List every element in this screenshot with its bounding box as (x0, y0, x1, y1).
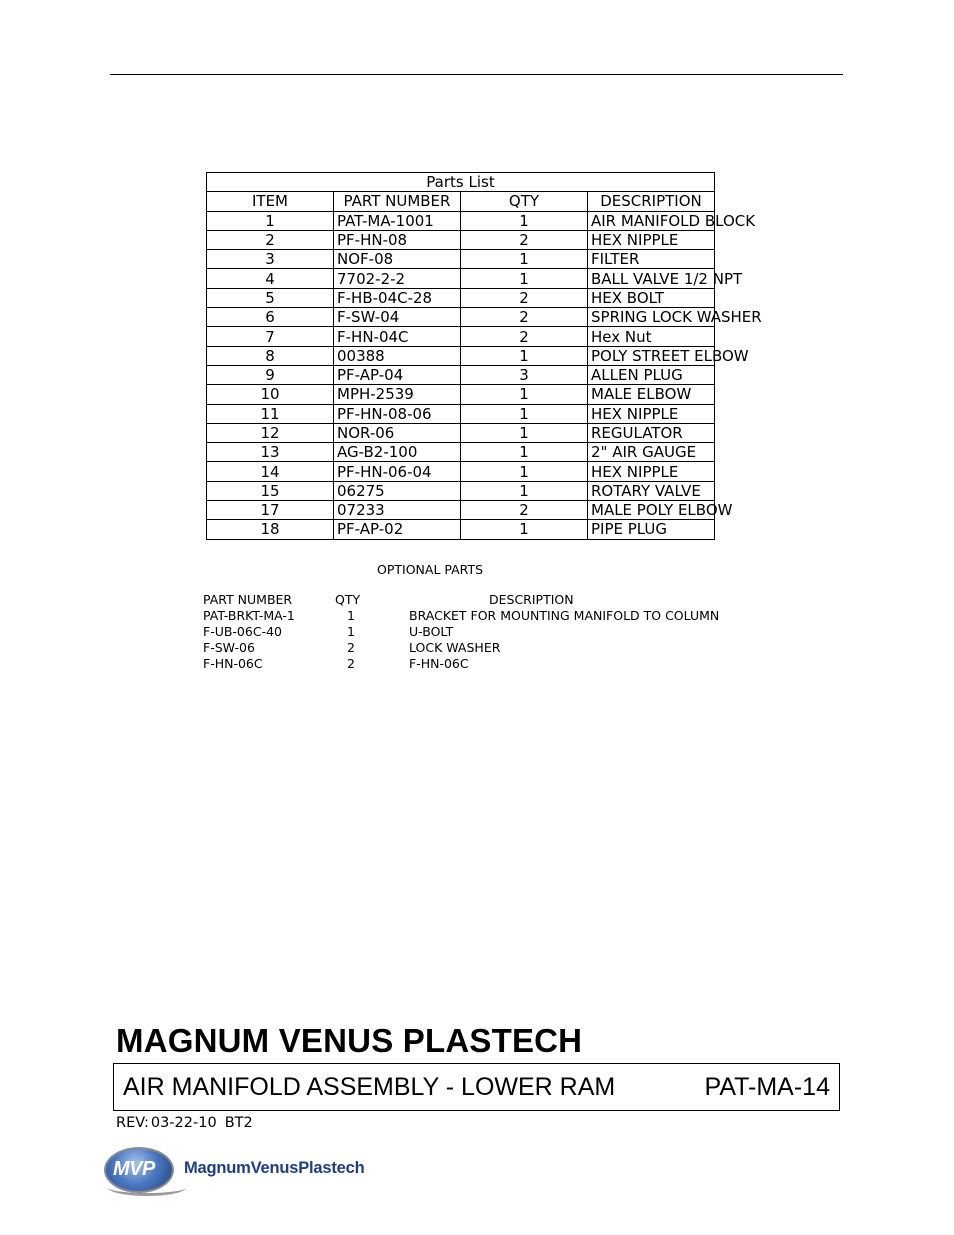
quantity-cell: 2 (461, 230, 588, 249)
quantity-cell: 1 (461, 443, 588, 462)
part-number-cell: PF-AP-02 (334, 520, 461, 539)
column-header-description: DESCRIPTION (588, 192, 715, 211)
item-number-cell: 8 (207, 346, 334, 365)
part-number-cell: AG-B2-100 (334, 443, 461, 462)
quantity-cell: 1 (461, 211, 588, 230)
description-cell: REGULATOR (588, 423, 715, 442)
logo-wordmark: MagnumVenusPlastech (184, 1159, 365, 1177)
part-number-cell: 00388 (334, 346, 461, 365)
company-name: MAGNUM VENUS PLASTECH (116, 1022, 583, 1059)
part-number-cell: NOR-06 (334, 423, 461, 442)
parts-row (207, 346, 715, 365)
part-number-cell: F-HN-04C (334, 327, 461, 346)
parts-row (207, 501, 715, 520)
parts-list-header-row (207, 192, 715, 211)
optional-qty: 1 (347, 608, 355, 623)
quantity-cell: 2 (461, 327, 588, 346)
optional-qty-header: QTY (335, 592, 361, 607)
optional-qty: 2 (347, 640, 355, 655)
optional-parts-row (203, 656, 763, 672)
quantity-cell: 1 (461, 346, 588, 365)
parts-row (207, 462, 715, 481)
part-number-cell: 06275 (334, 481, 461, 500)
optional-part-number: F-SW-06 (203, 640, 255, 655)
optional-part-number: F-UB-06C-40 (203, 624, 282, 639)
item-number-cell: 13 (207, 443, 334, 462)
optional-parts-row (203, 608, 763, 624)
part-number-cell: PF-HN-08 (334, 230, 461, 249)
parts-row (207, 327, 715, 346)
description-cell: HEX NIPPLE (588, 230, 715, 249)
part-number-cell: F-HB-04C-28 (334, 288, 461, 307)
parts-row (207, 404, 715, 423)
item-number-cell: 11 (207, 404, 334, 423)
rev-date: 03-22-10 (150, 1115, 217, 1131)
parts-row (207, 520, 715, 539)
parts-row (207, 423, 715, 442)
quantity-cell: 1 (461, 385, 588, 404)
part-number-cell: F-SW-04 (334, 308, 461, 327)
quantity-cell: 1 (461, 250, 588, 269)
optional-parts-title: OPTIONAL PARTS (377, 562, 484, 577)
optional-part-number: F-HN-06C (203, 656, 263, 671)
description-cell: HEX NIPPLE (588, 462, 715, 481)
quantity-cell: 1 (461, 520, 588, 539)
optional-parts-header-row (203, 592, 763, 608)
column-header-qty: QTY (461, 192, 588, 211)
parts-list-body (207, 211, 762, 539)
item-number-cell: 3 (207, 250, 334, 269)
title-block (113, 1063, 840, 1111)
optional-parts-row (203, 640, 763, 656)
item-number-cell: 5 (207, 288, 334, 307)
description-cell: MALE POLY ELBOW (588, 501, 715, 520)
description-cell: MALE ELBOW (588, 385, 715, 404)
parts-row (207, 365, 715, 384)
part-number-cell: NOF-08 (334, 250, 461, 269)
description-cell: POLY STREET ELBOW (588, 346, 715, 365)
parts-row (207, 385, 715, 404)
quantity-cell: 2 (461, 308, 588, 327)
parts-row (207, 481, 715, 500)
description-cell: Hex Nut (588, 327, 715, 346)
quantity-cell: 2 (461, 288, 588, 307)
optional-description: U-BOLT (409, 624, 454, 639)
description-cell: HEX NIPPLE (588, 404, 715, 423)
rev-label: REV: (116, 1115, 149, 1131)
parts-row (207, 288, 715, 307)
part-number-cell: PF-AP-04 (334, 365, 461, 384)
item-number-cell: 15 (207, 481, 334, 500)
description-cell: BALL VALVE 1/2 NPT (588, 269, 715, 288)
parts-list-table (206, 172, 762, 540)
quantity-cell: 3 (461, 365, 588, 384)
parts-row (207, 230, 715, 249)
part-number-cell: 7702-2-2 (334, 269, 461, 288)
quantity-cell: 1 (461, 269, 588, 288)
item-number-cell: 1 (207, 211, 334, 230)
optional-description: LOCK WASHER (409, 640, 501, 655)
part-number-cell: PF-HN-08-06 (334, 404, 461, 423)
logo-mark: MVP (113, 1158, 155, 1180)
optional-part-number: PAT-BRKT-MA-1 (203, 608, 295, 623)
item-number-cell: 7 (207, 327, 334, 346)
item-number-cell: 10 (207, 385, 334, 404)
item-number-cell: 18 (207, 520, 334, 539)
description-cell: HEX BOLT (588, 288, 715, 307)
rev-code: BT2 (224, 1115, 253, 1131)
part-number-cell: 07233 (334, 501, 461, 520)
description-cell: FILTER (588, 250, 715, 269)
header-rule (110, 74, 843, 75)
parts-row (207, 308, 715, 327)
parts-row (207, 211, 715, 230)
optional-description: BRACKET FOR MOUNTING MANIFOLD TO COLUMN (409, 608, 720, 623)
company-logo (104, 1145, 394, 1197)
item-number-cell: 2 (207, 230, 334, 249)
description-cell: PIPE PLUG (588, 520, 715, 539)
description-cell: ALLEN PLUG (588, 365, 715, 384)
revision-line (116, 1115, 261, 1131)
part-number-cell: MPH-2539 (334, 385, 461, 404)
parts-list-title: Parts List (207, 173, 715, 192)
optional-part-number-header: PART NUMBER (203, 592, 293, 607)
item-number-cell: 4 (207, 269, 334, 288)
parts-row (207, 269, 715, 288)
item-number-cell: 12 (207, 423, 334, 442)
parts-row (207, 250, 715, 269)
optional-parts-row (203, 624, 763, 640)
optional-qty: 1 (347, 624, 355, 639)
quantity-cell: 1 (461, 481, 588, 500)
item-number-cell: 14 (207, 462, 334, 481)
optional-qty: 2 (347, 656, 355, 671)
drawing-number: PAT-MA-14 (704, 1073, 830, 1101)
description-cell: 2" AIR GAUGE (588, 443, 715, 462)
column-header-item: ITEM (207, 192, 334, 211)
item-number-cell: 17 (207, 501, 334, 520)
item-number-cell: 9 (207, 365, 334, 384)
description-cell: ROTARY VALVE (588, 481, 715, 500)
description-cell: AIR MANIFOLD BLOCK (588, 211, 715, 230)
optional-description-header: DESCRIPTION (489, 592, 574, 607)
description-cell: SPRING LOCK WASHER (588, 308, 715, 327)
quantity-cell: 2 (461, 501, 588, 520)
parts-row (207, 443, 715, 462)
item-number-cell: 6 (207, 308, 334, 327)
quantity-cell: 1 (461, 404, 588, 423)
part-number-cell: PF-HN-06-04 (334, 462, 461, 481)
drawing-title: AIR MANIFOLD ASSEMBLY - LOWER RAM (123, 1073, 616, 1101)
optional-description: F-HN-06C (409, 656, 469, 671)
column-header-part-number: PART NUMBER (334, 192, 461, 211)
part-number-cell: PAT-MA-1001 (334, 211, 461, 230)
quantity-cell: 1 (461, 423, 588, 442)
quantity-cell: 1 (461, 462, 588, 481)
